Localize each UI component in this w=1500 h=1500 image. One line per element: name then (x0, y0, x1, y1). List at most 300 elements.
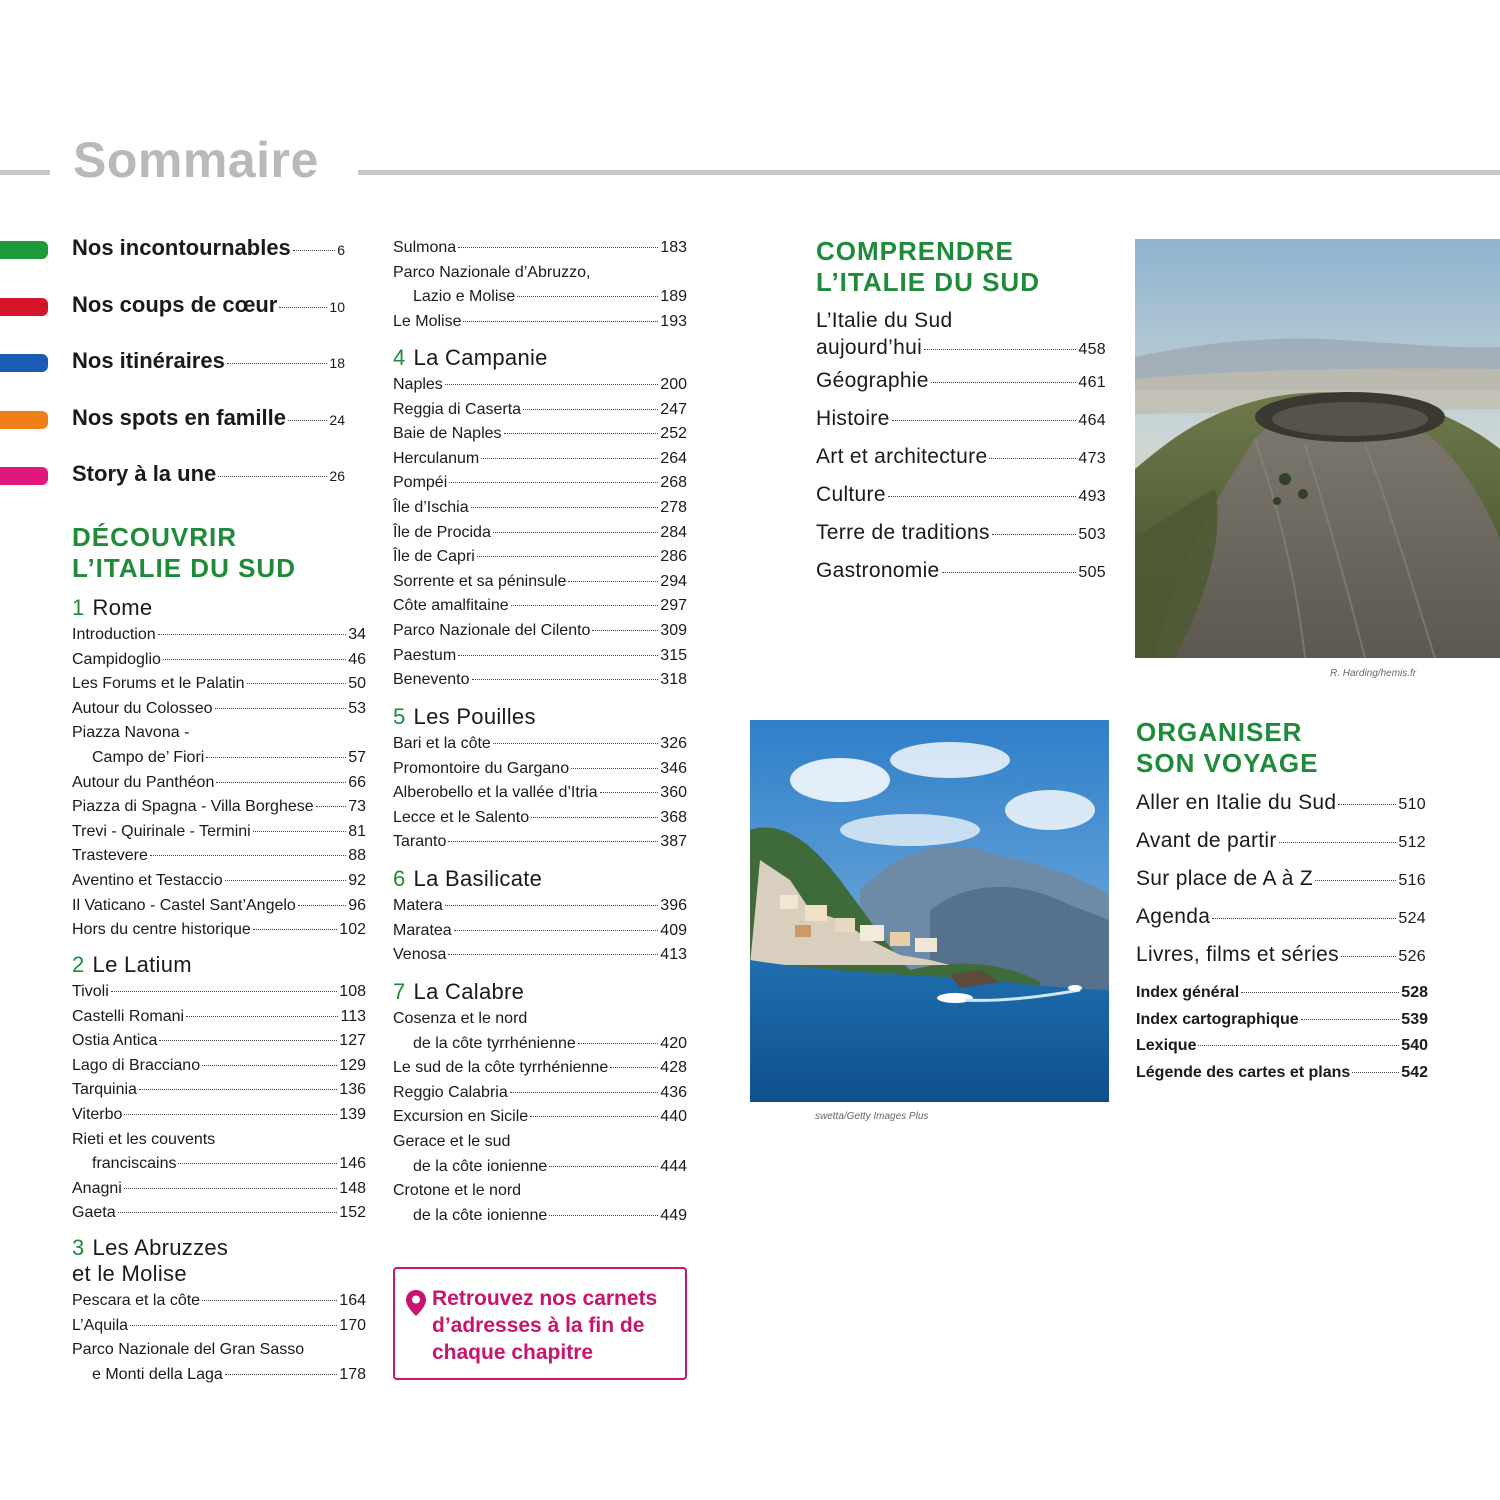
title-rule-left (0, 170, 50, 175)
chapter-name-line2: et le Molise (72, 1261, 187, 1286)
toc-entry[interactable] (393, 619, 687, 644)
page-number: 152 (339, 1204, 366, 1222)
toc-entry-label: Alberobello et la vallée d’Itria (393, 784, 598, 802)
page-number: 387 (660, 833, 687, 851)
page-number: 503 (1078, 526, 1106, 543)
toc-entry[interactable] (72, 1314, 366, 1339)
toc-entry-label: Parco Nazionale del Cilento (393, 621, 591, 639)
toc-entry-title (393, 1130, 687, 1155)
toc-entry[interactable] (393, 594, 687, 619)
toc-entry[interactable] (816, 514, 1106, 552)
dot-leader (218, 476, 327, 477)
chapter-entries (72, 980, 366, 1226)
toc-entry-label: Trastevere (72, 847, 148, 865)
page-number: 524 (1398, 910, 1426, 927)
dot-leader (1338, 804, 1396, 805)
toc-entry-label: de la côte ionienne (413, 1206, 548, 1224)
toc-entry[interactable] (393, 943, 687, 968)
page-number: 92 (348, 871, 366, 889)
page-number: 136 (339, 1081, 366, 1099)
dot-leader (610, 1067, 658, 1068)
toc-entry-label: e Monti della Laga (92, 1365, 223, 1383)
dot-leader (163, 659, 346, 660)
toc-entry[interactable] (1136, 898, 1426, 936)
page-number: 50 (348, 675, 366, 693)
callout-text (432, 1285, 657, 1366)
toc-entry[interactable] (1136, 936, 1426, 974)
dot-leader (477, 556, 658, 557)
toc-entry[interactable] (393, 521, 687, 546)
page-number: 346 (660, 759, 687, 777)
toc-entry-label: de la côte tyrrhénienne (413, 1034, 576, 1052)
toc-entry-title (816, 308, 1106, 334)
page-number: 6 (337, 242, 345, 258)
toc-entry[interactable] (72, 980, 366, 1005)
toc-entry-label: Lazio e Molise (413, 288, 516, 306)
highlight-label: Nos itinéraires (72, 348, 225, 373)
toc-entry[interactable] (72, 1029, 366, 1054)
chapter-heading[interactable] (72, 952, 192, 978)
toc-entry-label: Le Molise (393, 312, 462, 330)
amalfi-coast-photo (750, 720, 1109, 1102)
toc-entry[interactable] (393, 447, 687, 472)
dot-leader (1341, 956, 1396, 957)
toc-entry[interactable] (72, 672, 366, 697)
dot-leader (571, 768, 658, 769)
toc-entry-label: Introduction (72, 626, 156, 643)
toc-entry[interactable] (72, 746, 366, 771)
toc-entry-label: Tivoli (72, 983, 109, 1000)
chapter-name: La Basilicate (413, 866, 543, 891)
page-number: 252 (660, 425, 687, 443)
chapter-name: Le Latium (92, 952, 192, 977)
toc-entry[interactable] (393, 236, 687, 261)
coast-photo-credit: swetta/Getty Images Plus (815, 1111, 929, 1122)
dot-leader (924, 349, 1076, 350)
highlight-item[interactable] (0, 348, 345, 378)
toc-entry[interactable] (393, 781, 687, 806)
page-number: 189 (660, 288, 687, 306)
address-notebooks-callout (393, 1267, 687, 1380)
understand-section-title (816, 236, 1040, 298)
chapter-entries (393, 894, 687, 968)
toc-entry-label: Excursion en Sicile (393, 1108, 529, 1126)
toc-entry[interactable] (1136, 1060, 1428, 1087)
understand-title-line2: L’ITALIE DU SUD (816, 267, 1040, 297)
dot-leader (592, 630, 658, 631)
page-number: 315 (660, 646, 687, 664)
page-number: 409 (660, 921, 687, 939)
toc-entry[interactable] (393, 1056, 687, 1081)
toc-entry-label: Livres, films et séries (1136, 943, 1339, 966)
toc-entry[interactable] (393, 1204, 687, 1229)
toc-entry-label: Lago di Bracciano (72, 1056, 201, 1074)
chapter-number: 3 (72, 1235, 85, 1260)
toc-entry-label: de la côte ionienne (413, 1157, 548, 1175)
toc-entry-label: Castelli Romani (72, 1007, 185, 1025)
toc-entry-label: Naples (393, 376, 443, 393)
toc-entry-label: Terre de traditions (816, 521, 990, 544)
page-number: 164 (339, 1292, 366, 1309)
highlight-item[interactable] (0, 235, 345, 265)
dot-leader (992, 534, 1077, 535)
toc-entry-label: Culture (816, 483, 886, 506)
highlight-row (72, 292, 345, 318)
dot-leader (247, 683, 347, 684)
toc-entry[interactable] (393, 1155, 687, 1180)
page-number: 148 (339, 1179, 366, 1197)
chapter-heading[interactable] (393, 704, 536, 730)
dot-leader (449, 482, 658, 483)
page-number: 297 (660, 597, 687, 615)
toc-entry[interactable] (393, 1081, 687, 1106)
toc-entry-label: Anagni (72, 1179, 122, 1197)
dot-leader (549, 1215, 658, 1216)
chapter-name: Les Abruzzes (92, 1235, 229, 1260)
toc-entry-label: L’Italie du Sud (816, 309, 953, 332)
toc-entry[interactable] (72, 697, 366, 722)
dot-leader (150, 855, 346, 856)
color-tab (0, 241, 48, 259)
dot-leader (124, 1188, 337, 1189)
dot-leader (227, 363, 328, 364)
dot-leader (493, 532, 658, 533)
highlight-item[interactable] (0, 405, 345, 435)
dot-leader (111, 991, 338, 992)
chapter-entries (393, 1007, 687, 1228)
page-number: 428 (660, 1059, 687, 1077)
dot-leader (448, 841, 658, 842)
toc-entry-title (393, 1007, 687, 1032)
toc-entry[interactable] (72, 648, 366, 673)
toc-entry[interactable] (72, 1103, 366, 1128)
chapter-heading[interactable] (393, 979, 524, 1005)
dot-leader (504, 433, 659, 434)
toc-entry-label: Herculanum (393, 449, 480, 467)
page-number: 444 (660, 1157, 687, 1175)
chapter-heading[interactable] (72, 595, 152, 621)
toc-entry[interactable] (1136, 822, 1426, 860)
page-number: 10 (329, 299, 345, 315)
toc-entry-label: Sulmona (393, 239, 457, 256)
toc-entry[interactable] (393, 310, 687, 335)
dot-leader (225, 880, 347, 881)
color-tab (0, 354, 48, 372)
dot-leader (471, 507, 659, 508)
toc-entry-label: Géographie (816, 369, 929, 392)
toc-entry-label: Taranto (393, 833, 447, 851)
toc-entry-label: Il Vaticano - Castel Sant’Angelo (72, 896, 296, 914)
callout-line1: Retrouvez nos carnets (432, 1287, 658, 1310)
page-number: 146 (339, 1155, 366, 1173)
toc-entry[interactable] (72, 623, 366, 648)
dot-leader (1352, 1072, 1399, 1073)
chapter-heading[interactable] (72, 1235, 228, 1287)
dot-leader (253, 831, 347, 832)
toc-entry-label: Rieti et les couvents (72, 1130, 216, 1148)
toc-entry[interactable] (72, 820, 366, 845)
color-tab (0, 467, 48, 485)
page-number: 461 (1078, 374, 1106, 391)
page-number: 510 (1398, 796, 1426, 813)
color-tab (0, 298, 48, 316)
page-number: 278 (660, 498, 687, 516)
page-number: 268 (660, 474, 687, 492)
chapter-entries (72, 1289, 366, 1387)
chapter-entries-continued (393, 236, 687, 334)
page-number: 436 (660, 1083, 687, 1101)
dot-leader (600, 792, 659, 793)
page-number: 73 (348, 798, 366, 816)
dot-leader (445, 384, 658, 385)
toc-entry-label: Venosa (393, 946, 447, 964)
chapter-number: 7 (393, 979, 406, 1004)
toc-entry-label: Gaeta (72, 1204, 116, 1222)
page-number: 81 (348, 822, 366, 840)
toc-entry-label: Côte amalfitaine (393, 597, 509, 615)
page-number: 440 (660, 1108, 687, 1126)
toc-entry[interactable] (393, 471, 687, 496)
toc-entry-label: Index cartographique (1136, 1010, 1299, 1028)
toc-entry-label: Lecce et le Salento (393, 808, 530, 826)
toc-entry[interactable] (393, 732, 687, 757)
toc-entry-label: Index général (1136, 984, 1240, 1001)
toc-entry-label: Autour du Panthéon (72, 773, 215, 791)
toc-entry-label: Reggia di Caserta (393, 400, 522, 418)
toc-entry[interactable] (816, 400, 1106, 438)
toc-entry[interactable] (393, 668, 687, 693)
dot-leader (159, 1040, 337, 1041)
chapter-number: 2 (72, 952, 85, 977)
toc-entry[interactable] (72, 1078, 366, 1103)
page-number: 294 (660, 572, 687, 590)
dot-leader (130, 1325, 337, 1326)
dot-leader (458, 655, 658, 656)
volcano-crater-photo (1135, 239, 1500, 658)
toc-entry-label: Sorrente et sa péninsule (393, 572, 567, 590)
toc-entry[interactable] (816, 334, 1106, 362)
toc-entry-label: Île de Procida (393, 523, 491, 541)
toc-entry[interactable] (72, 1005, 366, 1030)
page-number: 542 (1401, 1064, 1428, 1082)
toc-entry-label: Sur place de A à Z (1136, 867, 1314, 890)
toc-entry[interactable] (393, 894, 687, 919)
dot-leader (472, 679, 659, 680)
highlight-row (72, 405, 345, 431)
toc-entry[interactable] (393, 644, 687, 669)
dot-leader (931, 382, 1077, 383)
toc-entry-label: Gastronomie (816, 559, 940, 582)
dot-leader (202, 1300, 337, 1301)
page-number: 360 (660, 784, 687, 802)
dot-leader (202, 1065, 337, 1066)
toc-entry-label: Piazza Navona - (72, 724, 190, 742)
page-number: 493 (1078, 488, 1106, 505)
toc-entry[interactable] (72, 795, 366, 820)
toc-entry-label: Art et architecture (816, 445, 988, 468)
map-pin-icon (405, 1289, 427, 1317)
dot-leader (448, 954, 658, 955)
page-number: 264 (660, 449, 687, 467)
toc-entry[interactable] (393, 398, 687, 423)
dot-leader (253, 929, 338, 930)
toc-entry-label: Ostia Antica (72, 1032, 158, 1050)
toc-entry[interactable] (393, 1105, 687, 1130)
toc-entry[interactable] (816, 552, 1106, 590)
callout-line2: d’adresses à la fin de (432, 1314, 645, 1337)
toc-entry-label: Viterbo (72, 1105, 123, 1123)
understand-entries (816, 308, 1106, 590)
dot-leader (578, 1043, 659, 1044)
toc-entry-label: Piazza di Spagna - Villa Borghese (72, 798, 314, 816)
dot-leader (463, 321, 658, 322)
dot-leader (454, 930, 659, 931)
toc-entry[interactable] (393, 919, 687, 944)
toc-entry-label: Tarquinia (72, 1081, 137, 1099)
highlight-row (72, 348, 345, 374)
dot-leader (1301, 1019, 1400, 1020)
toc-entry-label: Crotone et le nord (393, 1182, 522, 1200)
toc-entry[interactable] (1136, 1033, 1428, 1060)
toc-entry[interactable] (393, 570, 687, 595)
dot-leader (510, 1092, 659, 1093)
dot-leader (493, 743, 658, 744)
toc-entry[interactable] (1136, 980, 1428, 1007)
toc-entry[interactable] (72, 1152, 366, 1177)
toc-entry[interactable] (393, 806, 687, 831)
toc-entry-label: Le sud de la côte tyrrhénienne (393, 1059, 609, 1077)
toc-entry-title (72, 1128, 366, 1153)
dot-leader (1315, 880, 1396, 881)
toc-entry[interactable] (72, 894, 366, 919)
toc-entry-label: Pescara et la côte (72, 1292, 201, 1309)
dot-leader (1212, 918, 1396, 919)
page-number: 309 (660, 621, 687, 639)
page-number: 284 (660, 523, 687, 541)
toc-entry-label: Autour du Colosseo (72, 699, 213, 717)
toc-entry-label: Cosenza et le nord (393, 1010, 528, 1027)
toc-entry[interactable] (393, 830, 687, 855)
dot-leader (989, 458, 1076, 459)
toc-entry-label: Les Forums et le Palatin (72, 675, 245, 693)
page-number: 200 (660, 376, 687, 393)
toc-entry[interactable] (393, 373, 687, 398)
toc-entry-label: Maratea (393, 921, 452, 939)
toc-entry[interactable] (393, 757, 687, 782)
page-number: 326 (660, 735, 687, 752)
toc-entry-label: Parco Nazionale del Gran Sasso (72, 1341, 305, 1359)
dot-leader (445, 905, 659, 906)
organize-title-line1: ORGANISER (1136, 717, 1303, 747)
toc-entry-label: Légende des cartes et plans (1136, 1064, 1351, 1082)
highlight-label: Nos incontournables (72, 235, 291, 260)
page-number: 96 (348, 896, 366, 914)
toc-entry-label: Lexique (1136, 1037, 1197, 1055)
toc-entry-label: L’Aquila (72, 1316, 129, 1334)
toc-entry-label: Île d’Ischia (393, 498, 469, 516)
page-number: 66 (348, 773, 366, 791)
toc-entry-label: Campidoglio (72, 650, 161, 668)
page-number: 24 (329, 412, 345, 428)
page-number: 528 (1401, 984, 1428, 1001)
discover-title-line1: DÉCOUVRIR (72, 522, 238, 552)
toc-entry[interactable] (72, 869, 366, 894)
toc-entry[interactable] (816, 476, 1106, 514)
dot-leader (288, 420, 327, 421)
toc-entry[interactable] (816, 438, 1106, 476)
dot-leader (139, 1089, 337, 1090)
toc-entry[interactable] (72, 771, 366, 796)
toc-entry-label: aujourd’hui (816, 336, 923, 359)
highlight-item[interactable] (0, 461, 345, 491)
page-number: 46 (348, 650, 366, 668)
dot-leader (118, 1212, 338, 1213)
toc-entry[interactable] (1136, 860, 1426, 898)
dot-leader (481, 458, 658, 459)
dot-leader (517, 296, 658, 297)
page-number: 512 (1398, 834, 1426, 851)
toc-entry-label: Baie de Naples (393, 425, 502, 443)
toc-entry[interactable] (72, 918, 366, 943)
dot-leader (316, 806, 347, 807)
toc-entry[interactable] (393, 422, 687, 447)
highlight-label: Nos coups de cœur (72, 292, 278, 317)
toc-entry[interactable] (393, 496, 687, 521)
chapter-number: 4 (393, 345, 406, 370)
toc-entry[interactable] (816, 362, 1106, 400)
toc-entry[interactable] (393, 1032, 687, 1057)
highlight-item[interactable] (0, 292, 345, 322)
dot-leader (215, 708, 347, 709)
dot-leader (279, 307, 327, 308)
toc-entry[interactable] (393, 545, 687, 570)
toc-entry[interactable] (72, 1289, 366, 1314)
page-number: 53 (348, 699, 366, 717)
toc-entry-label: Agenda (1136, 905, 1211, 928)
toc-entry-label: Avant de partir (1136, 829, 1277, 852)
toc-entry[interactable] (393, 285, 687, 310)
page-number: 318 (660, 671, 687, 689)
title-rule-right (358, 170, 1500, 175)
dot-leader (530, 1116, 658, 1117)
toc-entry[interactable] (72, 1201, 366, 1226)
color-tab (0, 411, 48, 429)
chapter-name: La Calabre (413, 979, 525, 1004)
toc-entry[interactable] (72, 1363, 366, 1388)
page-number: 108 (339, 983, 366, 1000)
page-number: 18 (329, 355, 345, 371)
dot-leader (888, 496, 1077, 497)
dot-leader (1279, 842, 1397, 843)
organize-title-line2: SON VOYAGE (1136, 748, 1319, 778)
toc-entry[interactable] (1136, 1007, 1428, 1034)
dot-leader (523, 409, 658, 410)
page-number: 34 (348, 626, 366, 643)
toc-entry[interactable] (72, 1177, 366, 1202)
dot-leader (892, 420, 1077, 421)
toc-entry[interactable] (1136, 784, 1426, 822)
toc-entry[interactable] (72, 1054, 366, 1079)
page-number: 526 (1398, 948, 1426, 965)
chapter-entries (393, 373, 687, 693)
page-number: 183 (660, 239, 687, 256)
dot-leader (942, 572, 1077, 573)
organize-section-title (1136, 717, 1318, 779)
page-number: 458 (1078, 341, 1106, 358)
chapter-heading[interactable] (393, 866, 542, 892)
toc-entry[interactable] (72, 844, 366, 869)
chapter-heading[interactable] (393, 345, 548, 371)
